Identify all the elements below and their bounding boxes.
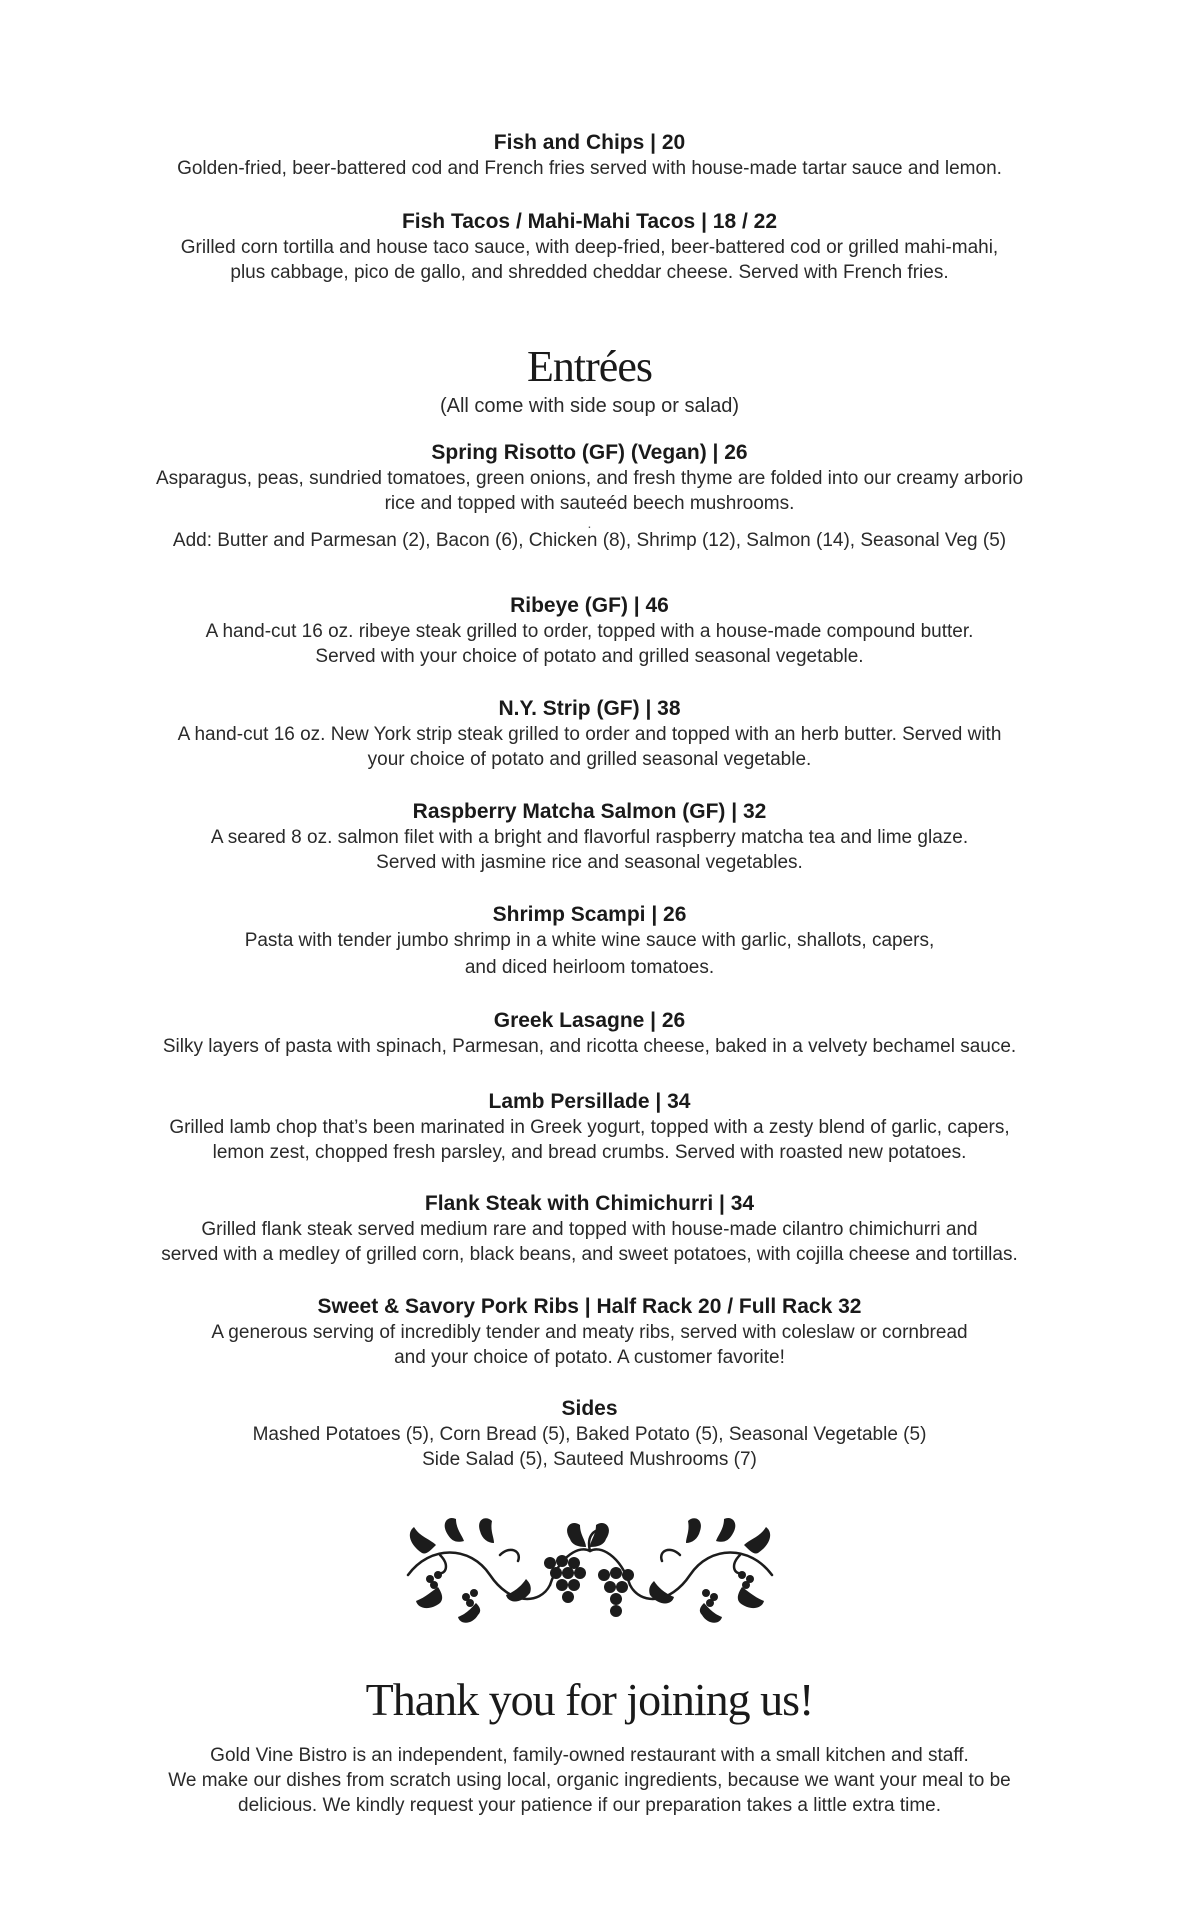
- menu-item-ribeye: [0, 593, 1179, 669]
- menu-item-lamb-persillade: [0, 1089, 1179, 1165]
- footer-line: delicious. We kindly request your patience if our preparation takes a little extra time.: [238, 1795, 941, 1816]
- item-title: Fish and Chips | 20: [493, 131, 686, 154]
- menu-item-fish-tacos: [0, 209, 1179, 285]
- menu-item-spring-risotto: [0, 440, 1179, 553]
- menu-item-greek-lasagne: [0, 1008, 1179, 1059]
- entrees-header: [0, 341, 1179, 419]
- item-description: A hand-cut 16 oz. New York strip steak grilled to order and topped with an herb butter. Served with: [177, 724, 1002, 745]
- item-title: Spring Risotto (GF) (Vegan) | 26: [431, 441, 748, 464]
- item-description: plus cabbage, pico de gallo, and shredded cheddar cheese. Served with French fries.: [230, 262, 949, 283]
- item-title: Shrimp Scampi | 26: [492, 903, 687, 926]
- item-title: Greek Lasagne | 26: [493, 1009, 686, 1032]
- item-description: A generous serving of incredibly tender and meaty ribs, served with coleslaw or cornbread: [211, 1322, 968, 1343]
- menu-item-shrimp-scampi: [0, 902, 1179, 980]
- item-addons: Add: Butter and Parmesan (2), Bacon (6), Chicken (8), Shrimp (12), Salmon (14), Seasonal Veg (5): [172, 530, 1007, 551]
- item-description: Pasta with tender jumbo shrimp in a white wine sauce with garlic, shallots, capers,: [244, 930, 935, 951]
- item-description: and diced heirloom tomatoes.: [464, 957, 715, 978]
- item-description: A hand-cut 16 oz. ribeye steak grilled to order, topped with a house-made compound butter.: [205, 621, 974, 642]
- item-description: and your choice of potato. A customer favorite!: [394, 1347, 785, 1368]
- grapevine-ornament-icon: [400, 1515, 780, 1640]
- item-description: Grilled corn tortilla and house taco sauce, with deep-fried, beer-battered cod or grilled mahi-mahi,: [180, 237, 999, 258]
- menu-item-pork-ribs: [0, 1294, 1179, 1370]
- sides-title: Sides: [561, 1397, 618, 1420]
- item-title: Ribeye (GF) | 46: [510, 594, 669, 617]
- sides-list: Mashed Potatoes (5), Corn Bread (5), Baked Potato (5), Seasonal Vegetable (5): [252, 1424, 927, 1445]
- item-description: Served with jasmine rice and seasonal vegetables.: [376, 852, 803, 873]
- item-description: Grilled flank steak served medium rare and topped with house-made cilantro chimichurri and: [201, 1219, 978, 1240]
- footer-message: [0, 1743, 1179, 1818]
- item-title: Lamb Persillade | 34: [488, 1090, 691, 1113]
- footer-title-block: [0, 1672, 1179, 1728]
- item-description: Golden-fried, beer-battered cod and French fries served with house-made tartar sauce and lemon.: [177, 158, 1002, 179]
- item-description: Asparagus, peas, sundried tomatoes, green onions, and fresh thyme are folded into our creamy arborio: [155, 468, 1024, 489]
- item-description: Served with your choice of potato and grilled seasonal vegetable.: [315, 646, 864, 667]
- item-title: Raspberry Matcha Salmon (GF) | 32: [412, 800, 767, 823]
- item-description: lemon zest, chopped fresh parsley, and bread crumbs. Served with roasted new potatoes.: [212, 1142, 967, 1163]
- section-subtitle: (All come with side soup or salad): [439, 395, 739, 417]
- item-title: N.Y. Strip (GF) | 38: [498, 697, 681, 720]
- item-title: Sweet & Savory Pork Ribs | Half Rack 20 / Full Rack 32: [317, 1295, 862, 1318]
- item-description: Silky layers of pasta with spinach, Parmesan, and ricotta cheese, baked in a velvety bechamel sauce.: [162, 1036, 1017, 1057]
- item-description: rice and topped with sauteéd beech mushrooms.: [384, 493, 795, 514]
- item-title: Flank Steak with Chimichurri | 34: [424, 1192, 755, 1215]
- section-title: Entrées: [527, 342, 652, 391]
- sides-section: [0, 1396, 1179, 1472]
- thank-you-title: Thank you for joining us!: [365, 1674, 814, 1725]
- menu-item-raspberry-matcha-salmon: [0, 799, 1179, 875]
- item-title: Fish Tacos / Mahi-Mahi Tacos | 18 / 22: [401, 210, 778, 233]
- sides-list: Side Salad (5), Sauteed Mushrooms (7): [422, 1449, 757, 1470]
- item-description: Grilled lamb chop that’s been marinated in Greek yogurt, topped with a zesty blend of garlic, capers,: [169, 1117, 1010, 1138]
- menu-item-ny-strip: [0, 696, 1179, 772]
- item-description: served with a medley of grilled corn, black beans, and sweet potatoes, with cojilla cheese and tortillas.: [161, 1244, 1018, 1265]
- menu-item-flank-steak: [0, 1191, 1179, 1267]
- separator-dot: .: [587, 515, 592, 531]
- menu-item-fish-and-chips: [0, 130, 1179, 181]
- item-description: A seared 8 oz. salmon filet with a bright and flavorful raspberry matcha tea and lime glaze.: [210, 827, 969, 848]
- footer-line: Gold Vine Bistro is an independent, family-owned restaurant with a small kitchen and staff.: [210, 1745, 969, 1766]
- item-description: your choice of potato and grilled seasonal vegetable.: [367, 749, 812, 770]
- footer-line: We make our dishes from scratch using local, organic ingredients, because we want your meal to be: [168, 1770, 1011, 1791]
